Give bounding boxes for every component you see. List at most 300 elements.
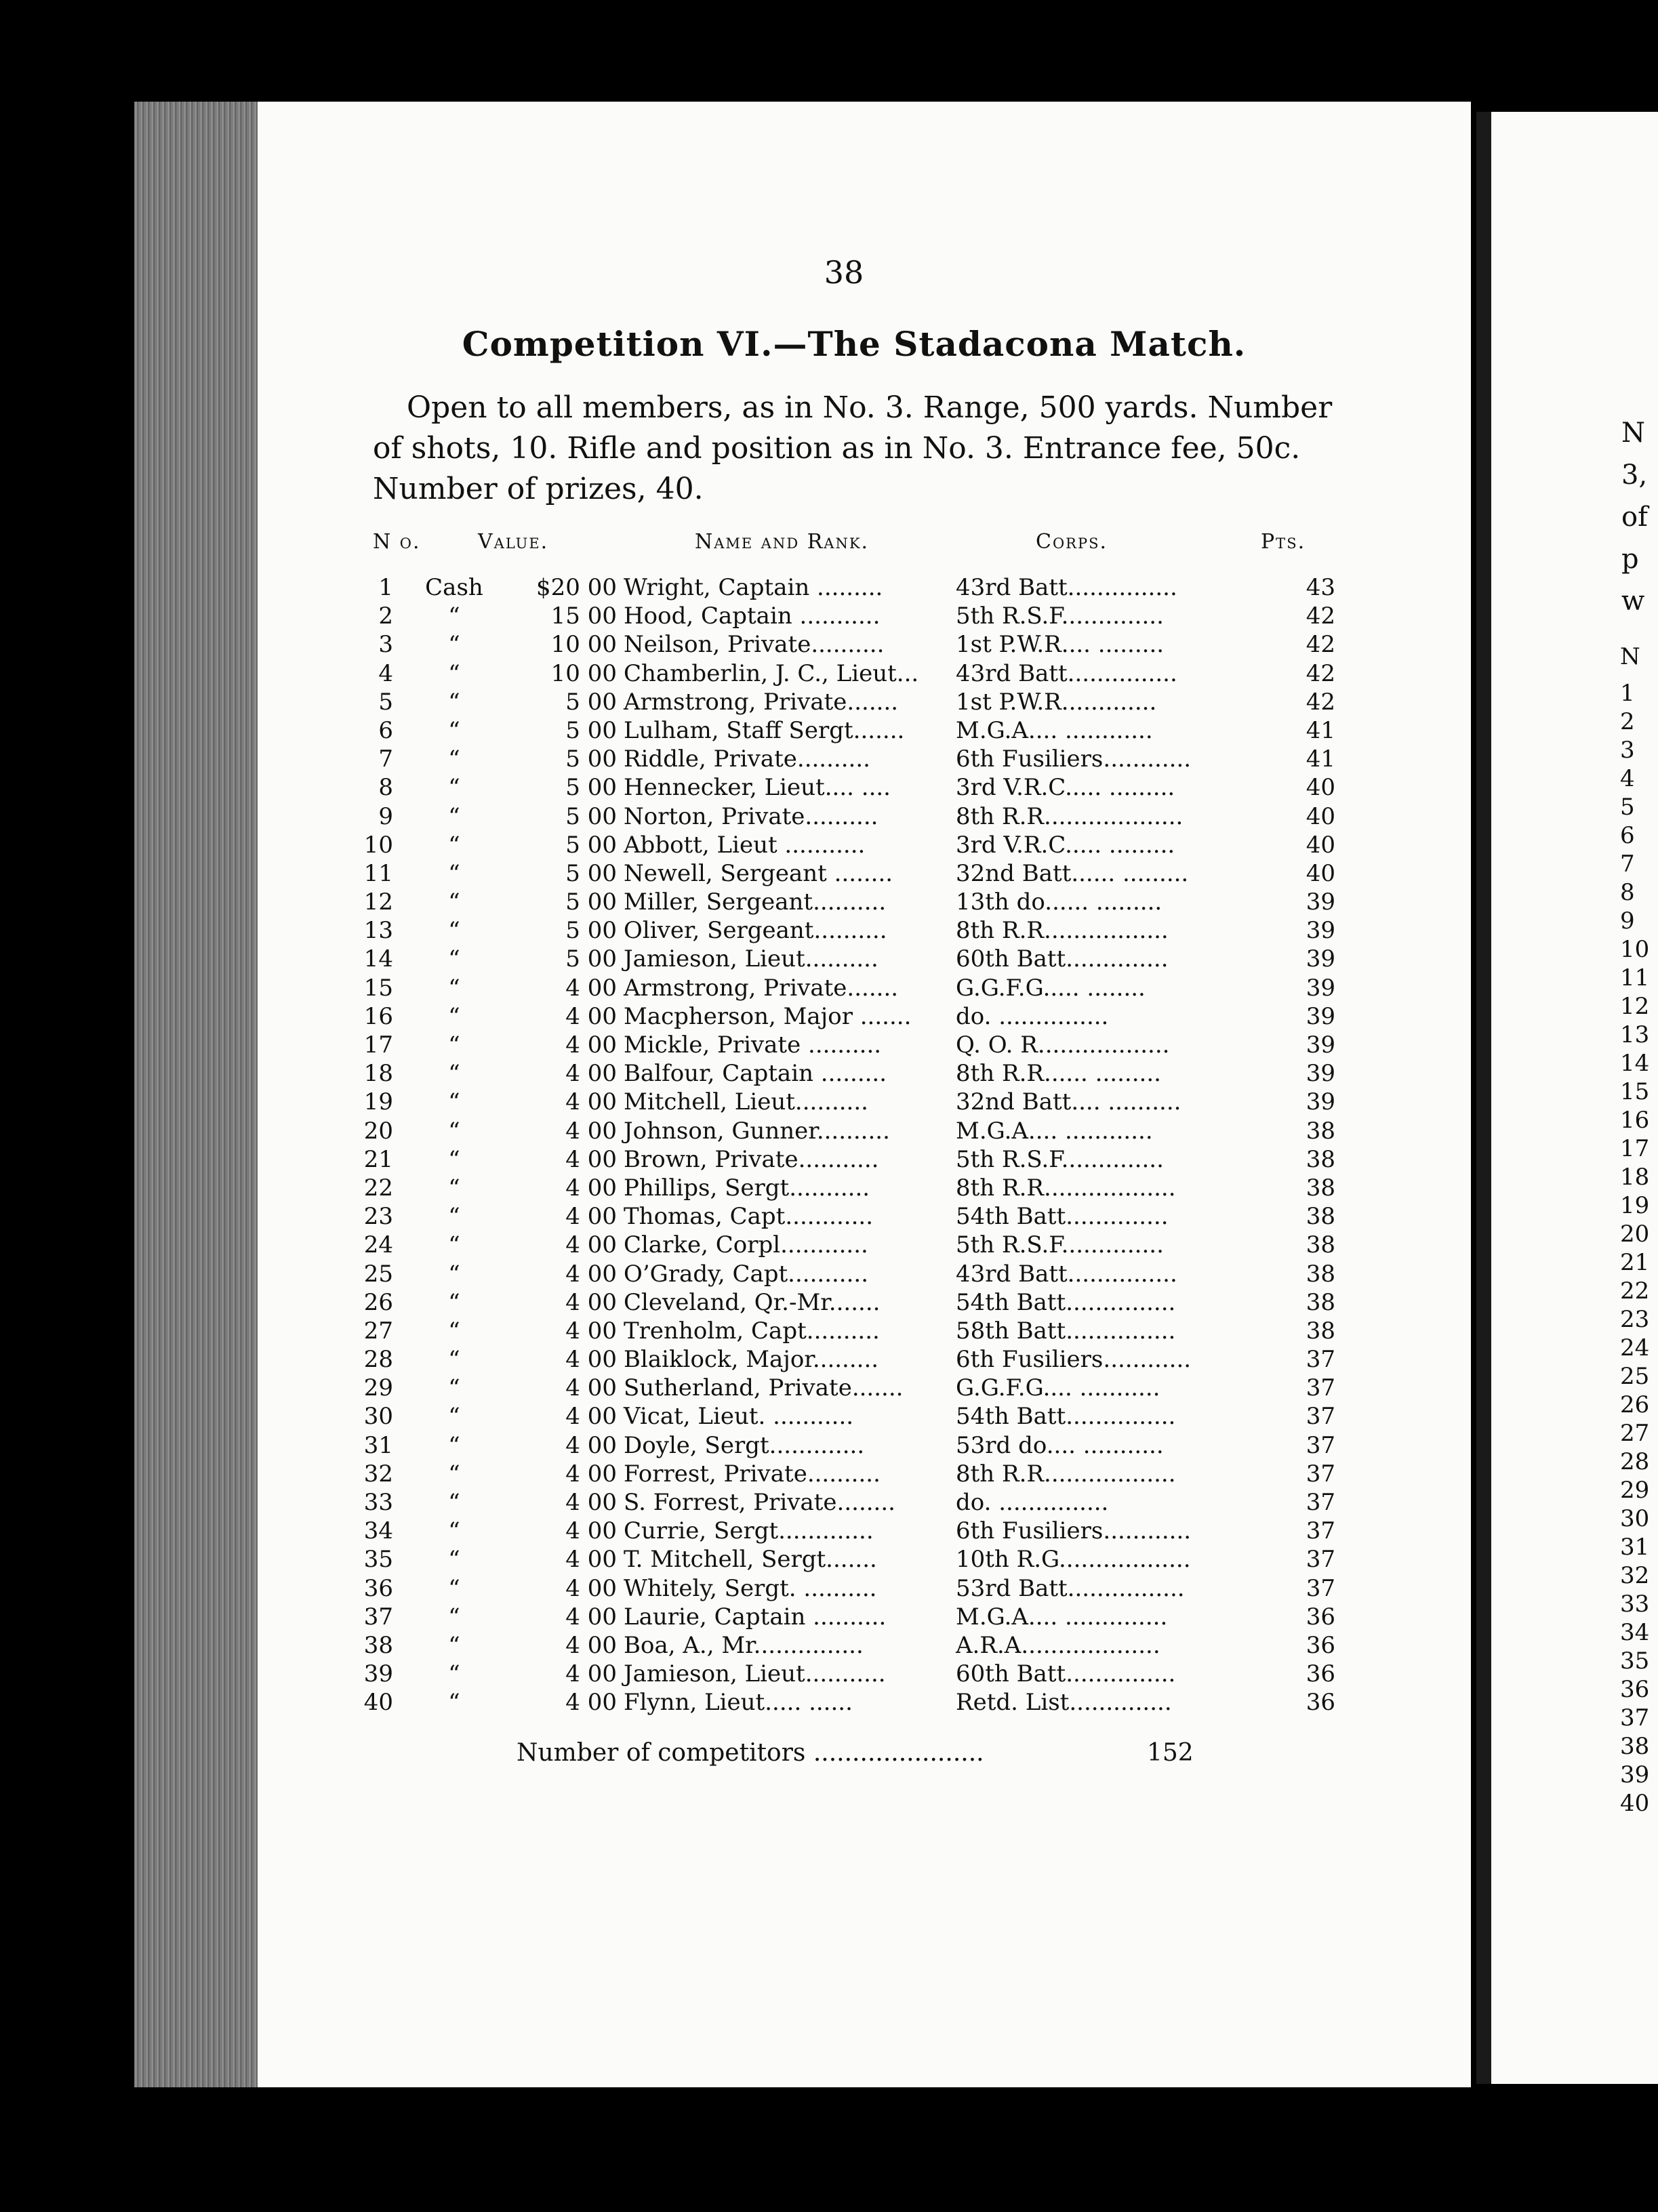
competitor-corps: 43rd Batt...............	[956, 1260, 1177, 1288]
points: 39	[1306, 888, 1335, 916]
points: 40	[1306, 802, 1335, 830]
prize-value: 10 00	[550, 659, 617, 687]
competition-heading: Competition VI.—The Stadacona Match.	[462, 324, 1247, 364]
competitor-corps: 8th R.R...... .........	[956, 1060, 1161, 1088]
row-number: 27	[363, 1317, 393, 1345]
adjacent-row-number: 21	[1620, 1249, 1650, 1276]
book-page-edges	[134, 102, 263, 2087]
competitor-corps: 58th Batt...............	[956, 1317, 1176, 1345]
prize-value: 4 00	[565, 1574, 617, 1602]
adjacent-row-number: 7	[1620, 851, 1635, 878]
prize-value: 10 00	[550, 631, 617, 659]
row-number: 18	[363, 1060, 393, 1088]
prize-type: “	[448, 1689, 460, 1717]
points: 37	[1306, 1489, 1335, 1516]
adjacent-row-number: 14	[1620, 1050, 1650, 1077]
points: 41	[1306, 745, 1335, 773]
points: 36	[1306, 1689, 1335, 1717]
row-number: 38	[363, 1631, 393, 1659]
competitor-corps: 54th Batt...............	[956, 1288, 1176, 1316]
row-number: 2	[378, 602, 393, 630]
prize-value: 5 00	[565, 888, 617, 916]
points: 37	[1306, 1403, 1335, 1431]
points: 38	[1306, 1174, 1335, 1202]
prize-type: “	[448, 1260, 460, 1288]
competitor-name: Armstrong, Private.......	[624, 688, 899, 716]
prize-type: “	[448, 1489, 460, 1516]
table-row	[352, 773, 1335, 802]
adjacent-row-number: 31	[1620, 1534, 1650, 1561]
page-number: 38	[824, 254, 864, 291]
points: 37	[1306, 1374, 1335, 1402]
prize-value: 4 00	[565, 1603, 617, 1631]
row-number: 19	[363, 1088, 393, 1116]
prize-type: “	[448, 1631, 460, 1659]
adjacent-row-number: 16	[1620, 1107, 1650, 1134]
row-number: 8	[378, 774, 393, 802]
table-row	[352, 1574, 1335, 1603]
points: 39	[1306, 917, 1335, 945]
competitors-label: Number of competitors ......................	[517, 1739, 984, 1767]
competitor-corps: 10th R.G..................	[956, 1546, 1191, 1574]
prize-type: “	[448, 831, 460, 859]
prize-type: “	[448, 1117, 460, 1145]
table-row	[352, 1431, 1335, 1460]
row-number: 37	[363, 1603, 393, 1631]
row-number: 16	[363, 1002, 393, 1030]
competitor-corps: G.G.F.G.... ...........	[956, 1374, 1160, 1402]
competitor-corps: Retd. List..............	[956, 1689, 1172, 1717]
points: 40	[1306, 831, 1335, 859]
competitor-corps: 1st P.W.R.... .........	[956, 631, 1165, 659]
table-row	[352, 1402, 1335, 1431]
competitor-corps: 8th R.R...................	[956, 802, 1184, 830]
row-number: 34	[363, 1517, 393, 1545]
row-number: 33	[363, 1489, 393, 1516]
description-line: Number of prizes, 40.	[373, 472, 704, 506]
adjacent-row-number: 8	[1620, 879, 1635, 906]
adjacent-row-number: 19	[1620, 1192, 1650, 1219]
row-number: 40	[363, 1689, 393, 1717]
prize-type: “	[448, 659, 460, 687]
competitor-corps: 54th Batt..............	[956, 1203, 1169, 1231]
competitor-name: Mitchell, Lieut..........	[624, 1088, 868, 1116]
competitor-corps: 6th Fusiliers............	[956, 1517, 1192, 1545]
competitor-name: Jamieson, Lieut...........	[624, 1660, 886, 1688]
table-row	[352, 1517, 1335, 1545]
prize-value: 4 00	[565, 1203, 617, 1231]
prize-type: “	[448, 1203, 460, 1231]
competitor-name: Jamieson, Lieut..........	[624, 945, 878, 973]
competitor-name: Hood, Captain ...........	[624, 602, 881, 630]
prize-type: “	[448, 1288, 460, 1316]
competitor-name: Blaiklock, Major.........	[624, 1346, 879, 1374]
competitor-name: Neilson, Private..........	[624, 631, 885, 659]
prize-value: 4 00	[565, 1346, 617, 1374]
competitor-corps: 1st P.W.R.............	[956, 688, 1157, 716]
points: 40	[1306, 774, 1335, 802]
prize-type: “	[448, 974, 460, 1002]
adjacent-row-number: 32	[1620, 1562, 1650, 1589]
points: 37	[1306, 1517, 1335, 1545]
prize-value: 4 00	[565, 1660, 617, 1688]
competitors-count: 152	[1147, 1739, 1194, 1767]
prize-value: 4 00	[565, 1546, 617, 1574]
competitor-name: Forrest, Private..........	[624, 1460, 881, 1488]
table-row	[352, 602, 1335, 630]
competitor-name: Oliver, Sergeant..........	[624, 917, 887, 945]
prize-value: 4 00	[565, 1231, 617, 1259]
points: 38	[1306, 1145, 1335, 1173]
prize-type: “	[448, 1574, 460, 1602]
adjacent-row-number: 17	[1620, 1135, 1650, 1162]
table-row	[352, 1260, 1335, 1288]
row-number: 1	[378, 574, 393, 601]
prize-value: 5 00	[565, 688, 617, 716]
points: 41	[1306, 716, 1335, 744]
competitor-name: Lulham, Staff Sergt.......	[624, 716, 905, 744]
adjacent-page-text	[1621, 412, 1648, 622]
prize-value: 4 00	[565, 1260, 617, 1288]
competitor-corps: 8th R.R.................	[956, 917, 1169, 945]
row-number: 25	[363, 1260, 393, 1288]
row-number: 20	[363, 1117, 393, 1145]
prize-value: 5 00	[565, 802, 617, 830]
prize-table	[352, 573, 1335, 1717]
prize-value: 4 00	[565, 1088, 617, 1116]
table-row	[352, 659, 1335, 688]
prize-type: “	[448, 1546, 460, 1574]
prize-type: “	[448, 688, 460, 716]
points: 37	[1306, 1460, 1335, 1488]
table-row	[352, 1688, 1335, 1717]
prize-type: “	[448, 774, 460, 802]
row-number: 30	[363, 1403, 393, 1431]
competitor-corps: 53rd do.... ...........	[956, 1431, 1164, 1459]
prize-type: “	[448, 631, 460, 659]
competitor-name: Flynn, Lieut..... ......	[624, 1689, 853, 1717]
row-number: 22	[363, 1174, 393, 1202]
competitor-name: Chamberlin, J. C., Lieut...	[624, 659, 919, 687]
table-row	[352, 1488, 1335, 1517]
table-row	[352, 1660, 1335, 1688]
adjacent-text-fragment: p	[1621, 544, 1639, 575]
adjacent-row-number: 29	[1620, 1477, 1650, 1504]
table-row	[352, 974, 1335, 1002]
adjacent-row-number: 25	[1620, 1363, 1650, 1390]
table-row	[352, 1117, 1335, 1145]
column-header-value: Value.	[478, 530, 549, 554]
table-row	[352, 1288, 1335, 1317]
points: 39	[1306, 1088, 1335, 1116]
row-number: 10	[363, 831, 393, 859]
points: 37	[1306, 1346, 1335, 1374]
prize-type: “	[448, 1031, 460, 1059]
competitor-corps: M.G.A.... ............	[956, 1117, 1153, 1145]
prize-value: 4 00	[565, 1288, 617, 1316]
points: 38	[1306, 1260, 1335, 1288]
row-number: 35	[363, 1546, 393, 1574]
prize-type: “	[448, 1431, 460, 1459]
points: 36	[1306, 1631, 1335, 1659]
prize-value: 4 00	[565, 1517, 617, 1545]
competitor-corps: 5th R.S.F..............	[956, 602, 1164, 630]
adjacent-row-number: 22	[1620, 1277, 1650, 1305]
competitor-name: Abbott, Lieut ...........	[624, 831, 866, 859]
prize-value: 4 00	[565, 1031, 617, 1059]
competitor-name: O’Grady, Capt...........	[624, 1260, 869, 1288]
competitor-name: Phillips, Sergt...........	[624, 1174, 870, 1202]
adjacent-text-fragment: N	[1621, 417, 1645, 449]
competitor-corps: 60th Batt..............	[956, 945, 1169, 973]
row-number: 7	[378, 745, 393, 773]
adjacent-row-number: 39	[1620, 1761, 1650, 1788]
competitor-name: Brown, Private...........	[624, 1145, 879, 1173]
competitor-name: Norton, Private..........	[624, 802, 878, 830]
row-number: 13	[363, 917, 393, 945]
row-number: 3	[378, 631, 393, 659]
column-header-pts: Pts.	[1261, 530, 1306, 554]
prize-value: 4 00	[565, 1002, 617, 1030]
competition-description	[373, 388, 1333, 510]
points: 42	[1306, 631, 1335, 659]
adjacent-row-number: 3	[1620, 737, 1635, 764]
adjacent-text-fragment: 3,	[1621, 459, 1648, 491]
table-row	[352, 1603, 1335, 1631]
table-row	[352, 831, 1335, 859]
points: 42	[1306, 659, 1335, 687]
competitor-corps: 54th Batt...............	[956, 1403, 1176, 1431]
table-row	[352, 1031, 1335, 1059]
row-number: 21	[363, 1145, 393, 1173]
adjacent-row-number: 18	[1620, 1164, 1650, 1191]
adjacent-row-number: 9	[1620, 907, 1635, 935]
table-row	[352, 1317, 1335, 1345]
table-row	[352, 888, 1335, 916]
competitor-corps: 6th Fusiliers............	[956, 745, 1192, 773]
competitor-corps: A.R.A...................	[956, 1631, 1160, 1659]
points: 39	[1306, 1060, 1335, 1088]
prize-value: $20 00	[536, 574, 617, 601]
points: 38	[1306, 1317, 1335, 1345]
adjacent-row-number: 12	[1620, 993, 1650, 1020]
adjacent-row-number: 6	[1620, 822, 1635, 849]
row-number: 14	[363, 945, 393, 973]
prize-type: “	[448, 1060, 460, 1088]
competitor-corps: 6th Fusiliers............	[956, 1346, 1192, 1374]
row-number: 36	[363, 1574, 393, 1602]
prize-value: 15 00	[550, 602, 617, 630]
row-number: 28	[363, 1346, 393, 1374]
adjacent-row-number: 1	[1620, 680, 1635, 707]
table-row	[352, 1088, 1335, 1116]
prize-type: “	[448, 1002, 460, 1030]
column-header-no: N o.	[373, 530, 421, 554]
competitor-corps: 43rd Batt...............	[956, 574, 1177, 601]
row-number: 4	[378, 659, 393, 687]
row-number: 24	[363, 1231, 393, 1259]
competitor-corps: do. ...............	[956, 1489, 1109, 1516]
prize-type: “	[448, 1603, 460, 1631]
row-number: 31	[363, 1431, 393, 1459]
table-row	[352, 1059, 1335, 1088]
competitor-name: Trenholm, Capt..........	[624, 1317, 880, 1345]
competitor-name: Laurie, Captain ..........	[624, 1603, 887, 1631]
adjacent-row-number: 24	[1620, 1334, 1650, 1361]
points: 39	[1306, 945, 1335, 973]
competitor-name: Sutherland, Private.......	[624, 1374, 904, 1402]
competitor-corps: 3rd V.R.C..... .........	[956, 774, 1175, 802]
points: 42	[1306, 688, 1335, 716]
row-number: 5	[378, 688, 393, 716]
competitor-corps: M.G.A.... ............	[956, 716, 1153, 744]
prize-value: 4 00	[565, 1374, 617, 1402]
competitor-name: Cleveland, Qr.-Mr.......	[624, 1288, 881, 1316]
row-number: 29	[363, 1374, 393, 1402]
prize-value: 5 00	[565, 745, 617, 773]
row-number: 23	[363, 1203, 393, 1231]
adjacent-row-number: 40	[1620, 1790, 1650, 1817]
row-number: 26	[363, 1288, 393, 1316]
prize-type: “	[448, 1403, 460, 1431]
competitors-total	[517, 1739, 1194, 1767]
row-number: 11	[363, 859, 393, 887]
row-number: 12	[363, 888, 393, 916]
points: 43	[1306, 574, 1335, 601]
points: 38	[1306, 1288, 1335, 1316]
adjacent-text-fragment: w	[1621, 586, 1645, 617]
table-row	[352, 802, 1335, 831]
prize-value: 5 00	[565, 716, 617, 744]
competitor-name: Macpherson, Major .......	[624, 1002, 912, 1030]
adjacent-column-head: N	[1620, 643, 1640, 670]
competitor-name: T. Mitchell, Sergt.......	[624, 1546, 877, 1574]
prize-type: “	[448, 602, 460, 630]
competitor-name: Boa, A., Mr...............	[624, 1631, 864, 1659]
prize-value: 4 00	[565, 1431, 617, 1459]
adjacent-row-number: 15	[1620, 1078, 1650, 1105]
table-row	[352, 688, 1335, 716]
table-row	[352, 1145, 1335, 1174]
prize-value: 4 00	[565, 1117, 617, 1145]
points: 37	[1306, 1574, 1335, 1602]
adjacent-row-number: 34	[1620, 1619, 1650, 1646]
competitor-name: Armstrong, Private.......	[624, 974, 899, 1002]
prize-value: 4 00	[565, 1317, 617, 1345]
competitor-name: S. Forrest, Private........	[624, 1489, 895, 1516]
competitor-name: Riddle, Private..........	[624, 745, 870, 773]
table-row	[352, 945, 1335, 973]
adjacent-row-number: 28	[1620, 1448, 1650, 1475]
table-row	[352, 1345, 1335, 1374]
competitor-corps: M.G.A.... ..............	[956, 1603, 1168, 1631]
prize-type: Cash	[425, 574, 483, 601]
prize-type: “	[448, 917, 460, 945]
adjacent-text-fragment: of	[1621, 501, 1648, 533]
points: 37	[1306, 1546, 1335, 1574]
table-row	[352, 1231, 1335, 1259]
competitor-corps: 8th R.R..................	[956, 1174, 1176, 1202]
column-header-corps: Corps.	[1036, 530, 1108, 554]
prize-type: “	[448, 945, 460, 973]
competitor-name: Clarke, Corpl............	[624, 1231, 868, 1259]
competitor-name: Currie, Sergt.............	[624, 1517, 874, 1545]
adjacent-row-number: 37	[1620, 1704, 1650, 1732]
competitor-corps: 5th R.S.F..............	[956, 1231, 1164, 1259]
adjacent-row-number: 33	[1620, 1591, 1650, 1618]
points: 42	[1306, 602, 1335, 630]
competitor-corps: 5th R.S.F..............	[956, 1145, 1164, 1173]
prize-value: 4 00	[565, 1489, 617, 1516]
table-row	[352, 1002, 1335, 1031]
points: 38	[1306, 1117, 1335, 1145]
table-row	[352, 573, 1335, 602]
row-number: 17	[363, 1031, 393, 1059]
adjacent-row-number: 11	[1620, 964, 1650, 991]
adjacent-row-number: 38	[1620, 1733, 1650, 1760]
prize-value: 5 00	[565, 774, 617, 802]
prize-type: “	[448, 1174, 460, 1202]
prize-type: “	[448, 1088, 460, 1116]
row-number: 32	[363, 1460, 393, 1488]
prize-value: 4 00	[565, 1060, 617, 1088]
adjacent-row-number: 23	[1620, 1306, 1650, 1333]
adjacent-row-number: 36	[1620, 1676, 1650, 1703]
row-number: 9	[378, 802, 393, 830]
points: 39	[1306, 1031, 1335, 1059]
prize-type: “	[448, 1460, 460, 1488]
points: 38	[1306, 1203, 1335, 1231]
prize-value: 4 00	[565, 1403, 617, 1431]
table-row	[352, 630, 1335, 659]
competitor-corps: 32nd Batt...... .........	[956, 859, 1189, 887]
prize-type: “	[448, 1317, 460, 1345]
competitor-name: Whitely, Sergt. ..........	[624, 1574, 877, 1602]
adjacent-row-number: 4	[1620, 765, 1635, 792]
competitor-name: Hennecker, Lieut.... ....	[624, 774, 891, 802]
competitor-name: Balfour, Captain .........	[624, 1060, 887, 1088]
prize-type: “	[448, 1346, 460, 1374]
adjacent-row-number: 20	[1620, 1221, 1650, 1248]
table-row	[352, 745, 1335, 773]
competitor-corps: 43rd Batt...............	[956, 659, 1177, 687]
row-number: 15	[363, 974, 393, 1002]
competitor-name: Newell, Sergeant ........	[624, 859, 893, 887]
prize-type: “	[448, 802, 460, 830]
table-row	[352, 916, 1335, 945]
competitor-name: Wright, Captain .........	[624, 574, 883, 601]
prize-type: “	[448, 888, 460, 916]
table-row	[352, 1174, 1335, 1202]
prize-type: “	[448, 859, 460, 887]
competitor-corps: Q. O. R..................	[956, 1031, 1170, 1059]
adjacent-row-number: 27	[1620, 1420, 1650, 1447]
table-row	[352, 1545, 1335, 1574]
row-number: 39	[363, 1660, 393, 1688]
column-header-name: Name and Rank.	[695, 530, 870, 554]
table-row	[352, 1631, 1335, 1660]
prize-type: “	[448, 716, 460, 744]
prize-type: “	[448, 1660, 460, 1688]
competitor-corps: 3rd V.R.C..... .........	[956, 831, 1175, 859]
competitor-corps: 53rd Batt................	[956, 1574, 1185, 1602]
points: 39	[1306, 974, 1335, 1002]
prize-value: 5 00	[565, 831, 617, 859]
prize-type: “	[448, 1145, 460, 1173]
points: 36	[1306, 1660, 1335, 1688]
prize-value: 4 00	[565, 1631, 617, 1659]
points: 37	[1306, 1431, 1335, 1459]
